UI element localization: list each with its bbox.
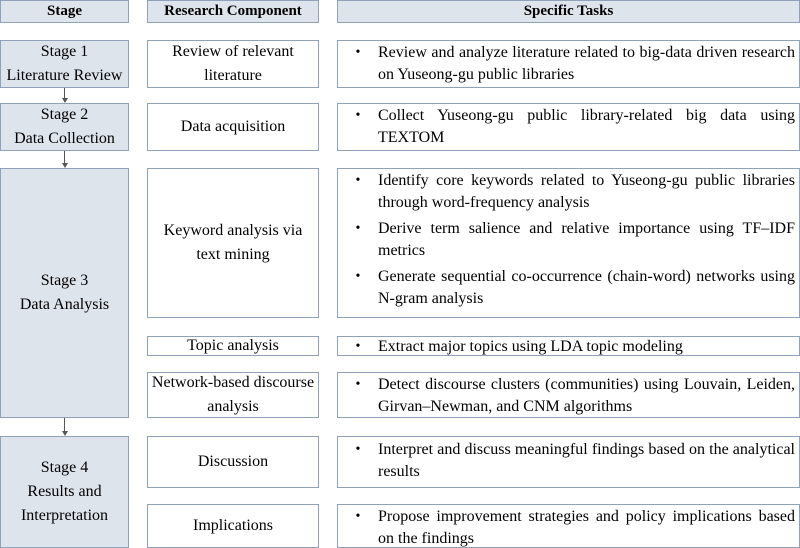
- bullet-icon: •: [355, 221, 361, 236]
- bullet-icon: •: [355, 509, 361, 524]
- arrow-down-icon: [62, 151, 68, 168]
- stage-3-number: Stage 3: [40, 272, 89, 289]
- component-label-line2: literature: [204, 67, 262, 84]
- stage-3-box: [0, 168, 129, 418]
- component-label-line1: Network-based discourse: [151, 374, 315, 391]
- task-text: Derive term salience and relative importance using TF–IDF metrics: [378, 220, 795, 259]
- task-item: [338, 42, 795, 86]
- tasks-data-acquisition: [337, 103, 800, 151]
- tasks-implications: [337, 504, 800, 548]
- component-keyword-analysis: [147, 168, 319, 318]
- task-text: Generate sequential co-occurrence (chain-word) networks using N-gram analysis: [378, 268, 795, 307]
- stage-1-name: Literature Review: [6, 67, 123, 84]
- component-data-acquisition: [147, 103, 319, 151]
- component-label-line1: Data acquisition: [180, 118, 286, 135]
- header-research-component: [147, 0, 319, 23]
- task-item: [338, 337, 795, 356]
- bullet-icon: •: [355, 45, 361, 60]
- stage-2-box: [0, 103, 129, 151]
- task-item: [338, 439, 795, 483]
- header-research-component-label: Research Component: [164, 3, 302, 19]
- header-stage: [0, 0, 129, 23]
- component-topic-analysis: [147, 336, 319, 356]
- component-label-line1: Keyword analysis via: [163, 222, 303, 239]
- tasks-network-discourse-analysis: [337, 372, 800, 418]
- task-item: [338, 266, 795, 310]
- bullet-icon: •: [355, 269, 361, 284]
- task-text: Review and analyze literature related to big-data driven research on Yuseong-gu public libraries: [378, 44, 795, 83]
- header-specific-tasks-label: Specific Tasks: [523, 3, 614, 19]
- bullet-icon: •: [355, 377, 361, 392]
- component-network-discourse-analysis: [147, 372, 319, 418]
- tasks-review-of-literature: [337, 40, 800, 88]
- stage-1-box: [0, 40, 129, 88]
- stage-4-name-line1: Results and: [27, 483, 102, 500]
- task-item: [338, 506, 795, 548]
- tasks-discussion: [337, 436, 800, 488]
- task-item: [338, 218, 795, 262]
- bullet-icon: •: [355, 339, 361, 354]
- tasks-keyword-analysis: [337, 168, 800, 318]
- bullet-icon: •: [355, 442, 361, 457]
- component-label-line1: Implications: [193, 517, 273, 534]
- task-text: Interpret and discuss meaningful findings based on the analytical results: [378, 441, 795, 480]
- component-review-of-literature: [147, 40, 319, 88]
- arrow-down-icon: [62, 88, 68, 103]
- task-item: [338, 374, 795, 418]
- header-stage-label: Stage: [47, 3, 82, 19]
- task-text: Detect discourse clusters (communities) using Louvain, Leiden, Girvan–Newman, and CNM algorithms: [378, 376, 795, 415]
- bullet-icon: •: [355, 173, 361, 188]
- component-label-line1: Discussion: [197, 453, 269, 470]
- stage-4-name-line2: Interpretation: [20, 507, 109, 524]
- component-label-line2: analysis: [207, 398, 259, 415]
- stage-2-number: Stage 2: [40, 106, 89, 123]
- component-label-line1: Topic analysis: [187, 337, 279, 354]
- component-implications: [147, 504, 319, 548]
- task-text: Collect Yuseong-gu public library-related big data using TEXTOM: [378, 107, 795, 146]
- bullet-icon: •: [355, 108, 361, 123]
- task-item: [338, 105, 795, 149]
- arrow-down-icon: [62, 418, 68, 436]
- component-label-line1: Review of relevant: [172, 43, 294, 60]
- task-text: Identify core keywords related to Yuseong-gu public libraries through word-frequency analysis: [378, 172, 795, 211]
- stage-2-name: Data Collection: [14, 130, 115, 147]
- component-label-line2: text mining: [196, 246, 270, 263]
- stage-1-number: Stage 1: [40, 43, 89, 60]
- stage-3-name: Data Analysis: [19, 296, 110, 313]
- stage-4-number: Stage 4: [40, 459, 89, 476]
- task-item: [338, 170, 795, 214]
- task-text: Propose improvement strategies and policy implications based on the findings: [378, 508, 795, 547]
- component-discussion: [147, 436, 319, 488]
- tasks-topic-analysis: [337, 336, 800, 356]
- header-specific-tasks: [337, 0, 800, 23]
- stage-4-box: [0, 436, 129, 548]
- task-text: Extract major topics using LDA topic modeling: [378, 338, 683, 355]
